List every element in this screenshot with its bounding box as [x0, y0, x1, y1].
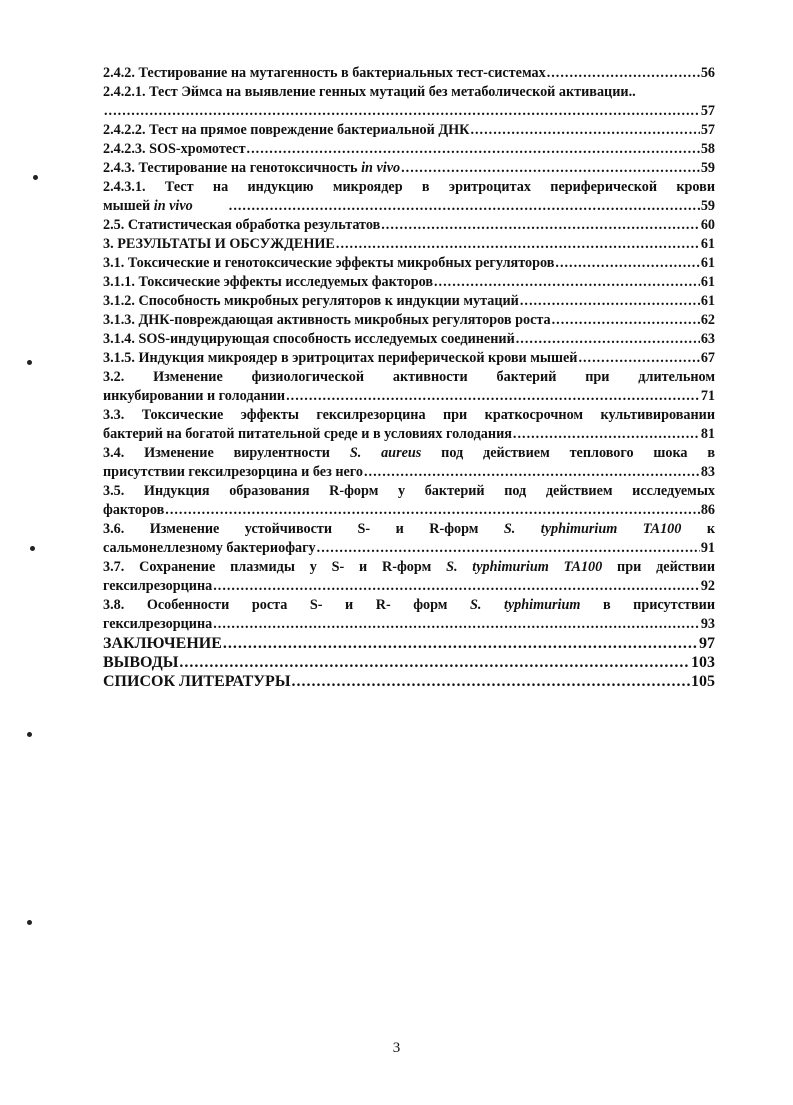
- toc-page: 86: [700, 502, 715, 518]
- scan-mark: [33, 175, 38, 180]
- toc-title: Токсические и генотоксические эффекты микробных регуляторов: [127, 255, 555, 271]
- toc-number: 3.7.: [103, 559, 125, 575]
- toc-title: Сохранение плазмиды у S- и R-форм: [139, 559, 447, 575]
- toc-page: 91: [700, 540, 715, 556]
- toc-entry[interactable]: [103, 178, 715, 216]
- toc-number: 3.1.4.: [103, 331, 135, 347]
- toc-page: 67: [700, 350, 715, 366]
- toc-title: в присутствии: [580, 597, 716, 613]
- toc-title: Тестирование на мутагенность в бактериальных тест-системах: [138, 65, 546, 81]
- leader-dots: [317, 539, 700, 558]
- toc-number: 3.: [103, 236, 114, 252]
- leader-dots: [555, 254, 699, 273]
- scan-mark: [27, 360, 32, 365]
- toc-number: 2.4.2.: [103, 65, 135, 81]
- toc-title-cont: инкубировании и голодании: [103, 388, 286, 404]
- toc-title: Статистическая обработка результатов: [127, 217, 381, 233]
- leader-dots: [470, 121, 699, 140]
- toc-entry[interactable]: [103, 254, 715, 273]
- scan-mark: [27, 732, 32, 737]
- toc-title: ЗАКЛЮЧЕНИЕ: [103, 635, 222, 652]
- toc-page: 59: [700, 160, 715, 176]
- leader-dots: [104, 102, 700, 121]
- leader-dots: [213, 577, 700, 596]
- toc-page: 105: [691, 673, 715, 690]
- leader-dots: [223, 634, 698, 653]
- toc-title-italic: in vivo: [361, 160, 401, 176]
- scan-mark: [30, 546, 35, 551]
- toc-title: SOS-индуцирующая способность исследуемых соединений: [138, 331, 515, 347]
- toc-page: 61: [700, 274, 715, 290]
- toc-page: 103: [691, 654, 715, 671]
- toc-page: 92: [700, 578, 715, 594]
- toc-number: 3.1.3.: [103, 312, 135, 328]
- toc-number: 3.1.1.: [103, 274, 135, 290]
- leader-dots: [547, 64, 700, 83]
- toc-entry[interactable]: [103, 406, 715, 444]
- toc-page: 57: [700, 103, 715, 119]
- toc-title: к: [681, 521, 715, 537]
- toc-page: 60: [700, 217, 715, 233]
- toc-entry[interactable]: [103, 368, 715, 406]
- toc-title: под действием теплового шока в: [421, 445, 716, 461]
- toc-title-cont: мышей: [103, 198, 154, 214]
- toc-number: 3.6.: [103, 521, 125, 537]
- toc-title-cont: присутствии гексилрезорцина и без него: [103, 464, 363, 480]
- toc-entry[interactable]: [103, 311, 715, 330]
- toc-entry[interactable]: [103, 672, 715, 691]
- leader-dots: [552, 311, 700, 330]
- toc-number: 2.4.2.1.: [103, 84, 146, 100]
- toc-title-cont: факторов: [103, 502, 165, 518]
- toc-number: 3.4.: [103, 445, 125, 461]
- toc-title: СПИСОК ЛИТЕРАТУРЫ: [103, 673, 291, 690]
- toc-title-italic: S. typhimurium TA100: [446, 559, 603, 575]
- toc-title-cont: гексилрезорцина: [103, 578, 213, 594]
- toc-entry[interactable]: [103, 634, 715, 653]
- toc-page: 61: [700, 293, 715, 309]
- leader-dots: [292, 672, 690, 691]
- toc-number: 3.1.: [103, 255, 125, 271]
- toc-title-italic: in vivo: [153, 198, 193, 214]
- leader-dots: [229, 197, 700, 216]
- toc-title: Тест Эймса на выявление генных мутаций без метаболической активации..: [149, 84, 636, 100]
- toc-entry[interactable]: [103, 140, 715, 159]
- toc-entry[interactable]: [103, 482, 715, 520]
- leader-dots: [213, 615, 700, 634]
- toc-page: 59: [700, 198, 715, 214]
- toc-number: 2.4.3.1.: [103, 179, 146, 195]
- toc-number: 2.5.: [103, 217, 125, 233]
- leader-dots: [165, 501, 700, 520]
- toc-number: 3.1.2.: [103, 293, 135, 309]
- toc-entry[interactable]: [103, 216, 715, 235]
- toc-entry[interactable]: [103, 653, 715, 672]
- toc-number: 2.4.3.: [103, 160, 135, 176]
- toc-title-italic: S. typhimurium TA100: [503, 521, 682, 537]
- toc-page: 83: [700, 464, 715, 480]
- table-of-contents: [103, 64, 715, 691]
- toc-title: Способность микробных регуляторов к индукции мутаций: [138, 293, 519, 309]
- toc-title-cont: бактерий на богатой питательной среде и в условиях голодания: [103, 426, 512, 442]
- toc-page: 61: [700, 255, 715, 271]
- leader-dots: [513, 425, 700, 444]
- toc-entry[interactable]: [103, 444, 715, 482]
- toc-title: Индукция образования R-форм у бактерий под действием исследуемых: [143, 483, 715, 499]
- toc-number: 2.4.2.3.: [103, 141, 146, 157]
- toc-entry[interactable]: [103, 520, 715, 558]
- toc-entry[interactable]: [103, 330, 715, 349]
- toc-page: 62: [700, 312, 715, 328]
- toc-number: 3.2.: [103, 369, 125, 385]
- toc-title-italic: S. typhimurium: [469, 597, 581, 613]
- toc-title-cont: сальмонеллезному бактериофагу: [103, 540, 316, 556]
- toc-title: Тест на прямое повреждение бактериальной ДНК: [149, 122, 470, 138]
- leader-dots: [179, 653, 690, 672]
- toc-title: Изменение физиологической активности бактерий при длительном: [153, 369, 716, 385]
- toc-title: Изменение вирулентности: [144, 445, 350, 461]
- toc-title: SOS-хромотест: [149, 141, 246, 157]
- toc-entry[interactable]: [103, 83, 715, 121]
- toc-title: Токсические эффекты гексилрезорцина при краткосрочном культивировании: [141, 407, 716, 423]
- toc-entry[interactable]: [103, 349, 715, 368]
- leader-dots: [286, 387, 700, 406]
- toc-title: ДНК-повреждающая активность микробных регуляторов роста: [138, 312, 551, 328]
- leader-dots: [247, 140, 700, 159]
- toc-page: 81: [700, 426, 715, 442]
- toc-title: Тест на индукцию микроядер в эритроцитах периферической крови: [164, 179, 715, 195]
- leader-dots: [520, 292, 700, 311]
- toc-page: 57: [700, 122, 715, 138]
- toc-title: Индукция микроядер в эритроцитах периферической крови мышей: [138, 350, 578, 366]
- toc-page: 71: [700, 388, 715, 404]
- toc-title: Особенности роста S- и R- форм: [146, 597, 470, 613]
- toc-page: 58: [700, 141, 715, 157]
- leader-dots: [578, 349, 699, 368]
- toc-number: 3.8.: [103, 597, 125, 613]
- leader-dots: [336, 235, 700, 254]
- scan-mark: [27, 920, 32, 925]
- toc-entry[interactable]: [103, 159, 715, 178]
- toc-entry[interactable]: [103, 273, 715, 292]
- page-number: 3: [392, 1040, 401, 1056]
- toc-page: 93: [700, 616, 715, 632]
- toc-title-cont: гексилрезорцина: [103, 616, 213, 632]
- toc-title: Токсические эффекты исследуемых факторов: [138, 274, 433, 290]
- toc-number: 2.4.2.2.: [103, 122, 146, 138]
- toc-page: 56: [700, 65, 715, 81]
- leader-dots: [516, 330, 700, 349]
- leader-dots: [434, 273, 700, 292]
- toc-title: Тестирование на генотоксичность: [138, 160, 362, 176]
- toc-page: 61: [700, 236, 715, 252]
- toc-entry[interactable]: [103, 292, 715, 311]
- toc-title: ВЫВОДЫ: [103, 654, 179, 671]
- toc-entry[interactable]: [103, 558, 715, 596]
- toc-entry[interactable]: [103, 235, 715, 254]
- toc-title-italic: S. aureus: [349, 445, 422, 461]
- toc-page: 97: [699, 635, 715, 652]
- toc-number: 3.3.: [103, 407, 125, 423]
- toc-entry[interactable]: [103, 121, 715, 140]
- toc-page: 63: [700, 331, 715, 347]
- toc-number: 3.1.5.: [103, 350, 135, 366]
- toc-number: 3.5.: [103, 483, 125, 499]
- toc-entry[interactable]: [103, 64, 715, 83]
- toc-title: РЕЗУЛЬТАТЫ И ОБСУЖДЕНИЕ: [117, 236, 335, 252]
- toc-title: при действии: [602, 559, 716, 575]
- leader-dots: [381, 216, 700, 235]
- leader-dots: [364, 463, 700, 482]
- toc-title: Изменение устойчивости S- и R-форм: [149, 521, 504, 537]
- leader-dots: [401, 159, 700, 178]
- toc-entry[interactable]: [103, 596, 715, 634]
